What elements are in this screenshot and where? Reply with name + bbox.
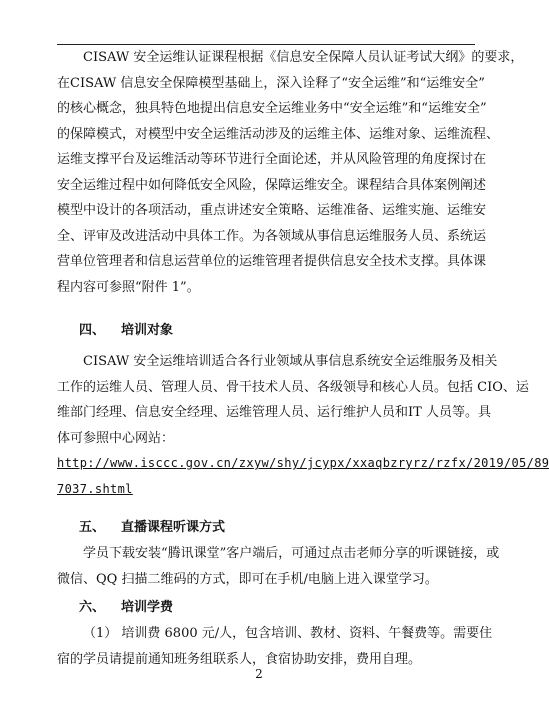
section-number: 六、 xyxy=(79,600,106,615)
text-line: 营单位管理者和信息运营单位的运维管理者提供信息安全技术支撑。具体课 xyxy=(57,254,487,269)
section-heading-live-course xyxy=(79,515,225,541)
page-number: 2 xyxy=(255,667,263,681)
center-website-link-continued[interactable]: 7037.shtml xyxy=(57,481,133,496)
text-line: CISAW 安全运维培训适合各行业领域从事信息系统安全运维服务及相关 xyxy=(83,354,498,369)
section-heading-training-target xyxy=(79,318,173,344)
text-line: 全、评审及改进活动中具体工作。为各领域从事信息运维服务人员、系统运 xyxy=(57,228,487,244)
text-line: CISAW 安全运维认证课程根据《信息安全保障人员认证考试大纲》的要求， xyxy=(83,50,524,65)
intro-paragraph xyxy=(57,45,524,300)
text-line: 运维支撑平台及运维活动等环节进行全面论述，并从风险管理的角度探讨在 xyxy=(57,152,487,167)
text-line: 模型中设计的各项活动，重点讲述安全策略、运维准备、运维实施、运维安 xyxy=(57,203,487,218)
section-title: 培训学费 xyxy=(121,600,174,615)
text-line: 维部门经理、信息安全经理、运维管理人员、运行维护人员和IT 人员等。具 xyxy=(57,405,491,420)
training-target-paragraph xyxy=(57,349,549,502)
text-line: （1） 培训费 6800 元/人，包含培训、教材、资料、午餐费等。需要住 xyxy=(83,626,493,641)
text-line: 工作的运维人员、管理人员、骨干技术人员、各级领导和核心人员。包括 CIO、运 xyxy=(57,379,529,395)
text-line: 学员下载安装“腾讯课堂”客户端后，可通过点击老师分享的听课链接，或 xyxy=(83,546,500,561)
live-course-paragraph xyxy=(57,541,500,592)
center-website-link[interactable]: http://www.isccc.gov.cn/zxyw/shy/jcypx/xxaqbzryrz/rzfx/2019/05/89 xyxy=(57,456,549,470)
text-line: 程内容可参照“附件 1”。 xyxy=(57,279,200,295)
text-line: 微信、QQ 扫描二维码的方式，即可在手机/电脑上进入课堂学习。 xyxy=(57,571,438,587)
text-line: 的核心概念，独具特色地提出信息安全运维业务中“安全运维”和“运维安全” xyxy=(57,101,487,116)
text-line: 在CISAW 信息安全保障模型基础上，深入诠释了“安全运维”和“运维安全” xyxy=(57,75,485,91)
text-line: 安全运维过程中如何降低安全风险，保障运维安全。课程结合具体案例阐述 xyxy=(57,177,487,193)
text-line: 体可参照中心网站： xyxy=(57,430,175,446)
text-line: 宿的学员请提前通知班务组联系人，食宿协助安排，费用自理。 xyxy=(57,651,422,667)
tuition-paragraph xyxy=(57,621,493,672)
section-title: 直播课程听课方式 xyxy=(121,520,226,535)
text-line: 的保障模式，对模型中安全运维活动涉及的运维主体、运维对象、运维流程、 xyxy=(57,126,500,142)
section-number: 五、 xyxy=(79,520,106,535)
section-title: 培训对象 xyxy=(121,323,174,338)
section-heading-tuition xyxy=(79,595,173,621)
section-number: 四、 xyxy=(79,323,106,338)
